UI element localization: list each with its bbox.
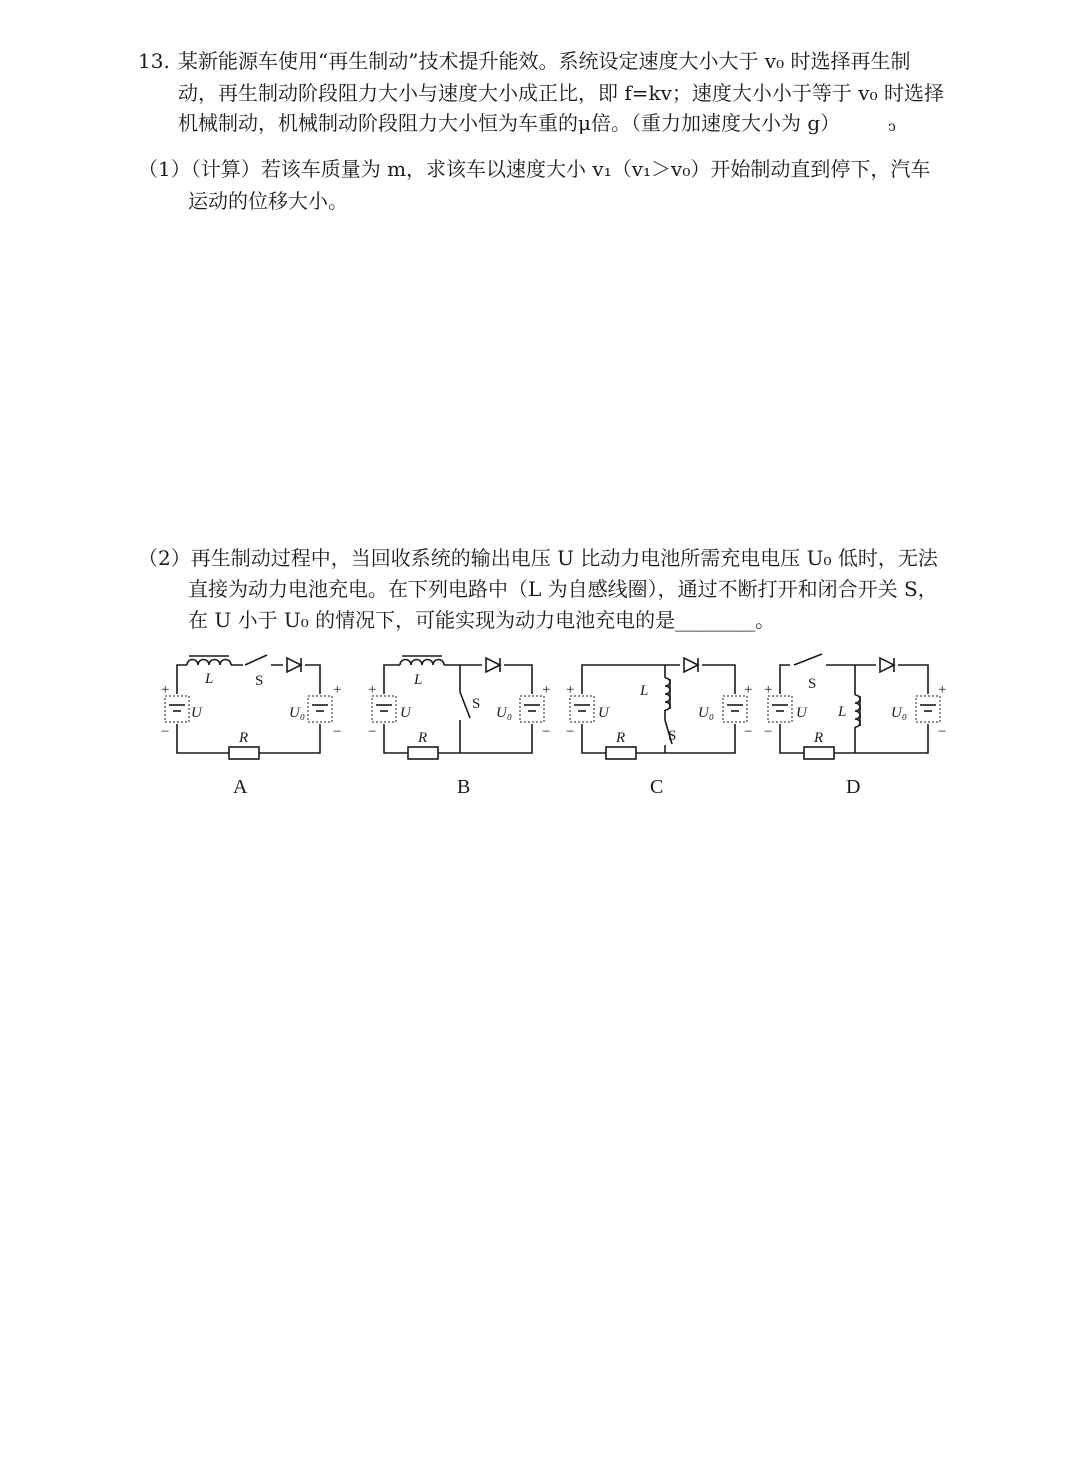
battery-u0-icon [723, 694, 747, 724]
stem-line-3: 机械制动，机械制动阶段阻力大小恒为车重的μ倍。（重力加速度大小为 g） [178, 111, 841, 135]
label-r: R [418, 730, 428, 746]
stray-mark: ↄ [888, 119, 896, 135]
circuit-d [758, 650, 948, 770]
option-c-label: C [650, 776, 664, 798]
label-l: L [838, 704, 847, 720]
circuit-b [362, 650, 552, 770]
label-u: U [598, 705, 609, 721]
resistor-icon [804, 747, 834, 759]
label-u0: U₀ [289, 705, 306, 721]
part2-line-3: 在 U 小于 U₀ 的情况下，可能实现为动力电池充电的是________。 [188, 608, 776, 632]
option-b-label: B [457, 776, 471, 798]
switch-icon [243, 655, 271, 672]
label-minus-right: − [744, 724, 753, 740]
diode-icon [680, 656, 702, 674]
label-plus-right: + [744, 682, 753, 698]
label-plus-right: + [333, 682, 342, 698]
battery-u-icon [372, 694, 396, 724]
inductor-icon [665, 678, 670, 710]
diode-icon [876, 656, 898, 674]
label-l: L [640, 683, 649, 699]
label-minus: − [161, 724, 170, 740]
circuit-c [560, 650, 753, 770]
label-minus-right: − [938, 724, 947, 740]
label-u0: U₀ [496, 705, 513, 721]
label-minus: − [764, 724, 773, 740]
battery-u0-icon [520, 694, 544, 724]
part2-line-2: 直接为动力电池充电。在下列电路中（L 为自感线圈），通过不断打开和闭合开关 S， [188, 577, 938, 601]
switch-icon [460, 692, 470, 718]
battery-u0-icon [916, 694, 940, 724]
part2-line-1: （2）再生制动过程中，当回收系统的输出电压 U 比动力电池所需充电电压 U₀ 低时，无法 [138, 546, 938, 570]
stem-line-1: 某新能源车使用“再生制动”技术提升能效。系统设定速度大小大于 v₀ 时选择再生制 [178, 49, 911, 73]
label-plus-right: + [938, 682, 947, 698]
stem-line-2: 动，再生制动阶段阻力大小与速度大小成正比，即 f=kv；速度大小小于等于 v₀ 时选择 [178, 81, 944, 105]
switch-icon [790, 654, 826, 672]
question-number: 13. [138, 49, 170, 73]
label-u: U [400, 705, 411, 721]
label-minus: − [566, 724, 575, 740]
label-plus: + [368, 682, 377, 698]
label-r: R [239, 730, 249, 746]
label-minus-right: − [542, 724, 551, 740]
label-u0: U₀ [891, 705, 908, 721]
label-u: U [796, 705, 807, 721]
label-s: S [472, 696, 481, 712]
part1-line-1: （1）（计算）若该车质量为 m，求该车以速度大小 v₁（v₁＞v₀）开始制动直到停下，汽车 [138, 157, 931, 181]
circuit-a [155, 650, 345, 770]
battery-u-icon [768, 694, 792, 724]
label-u: U [191, 705, 202, 721]
diode-icon [283, 656, 305, 674]
label-l: L [205, 671, 214, 687]
label-r: R [616, 730, 626, 746]
label-plus: + [161, 682, 170, 698]
label-s: S [808, 676, 817, 692]
option-d-label: D [846, 776, 861, 798]
inductor-icon [187, 656, 231, 670]
battery-u-icon [570, 694, 594, 724]
label-l: L [414, 672, 423, 688]
label-s: S [255, 673, 264, 689]
label-plus: + [764, 682, 773, 698]
label-plus-right: + [542, 682, 551, 698]
label-s: S [668, 728, 677, 744]
resistor-icon [606, 747, 636, 759]
resistor-icon [229, 747, 259, 759]
option-a-label: A [233, 776, 248, 798]
resistor-icon [408, 747, 438, 759]
inductor-icon [855, 695, 860, 727]
inductor-icon [400, 656, 444, 670]
battery-u-icon [165, 694, 189, 724]
label-minus: − [368, 724, 377, 740]
battery-u0-icon [308, 694, 332, 724]
label-plus: + [566, 682, 575, 698]
label-r: R [814, 730, 824, 746]
label-u0: U₀ [698, 705, 715, 721]
label-minus-right: − [333, 724, 342, 740]
diode-icon [482, 656, 504, 674]
part1-line-2: 运动的位移大小。 [188, 189, 348, 213]
